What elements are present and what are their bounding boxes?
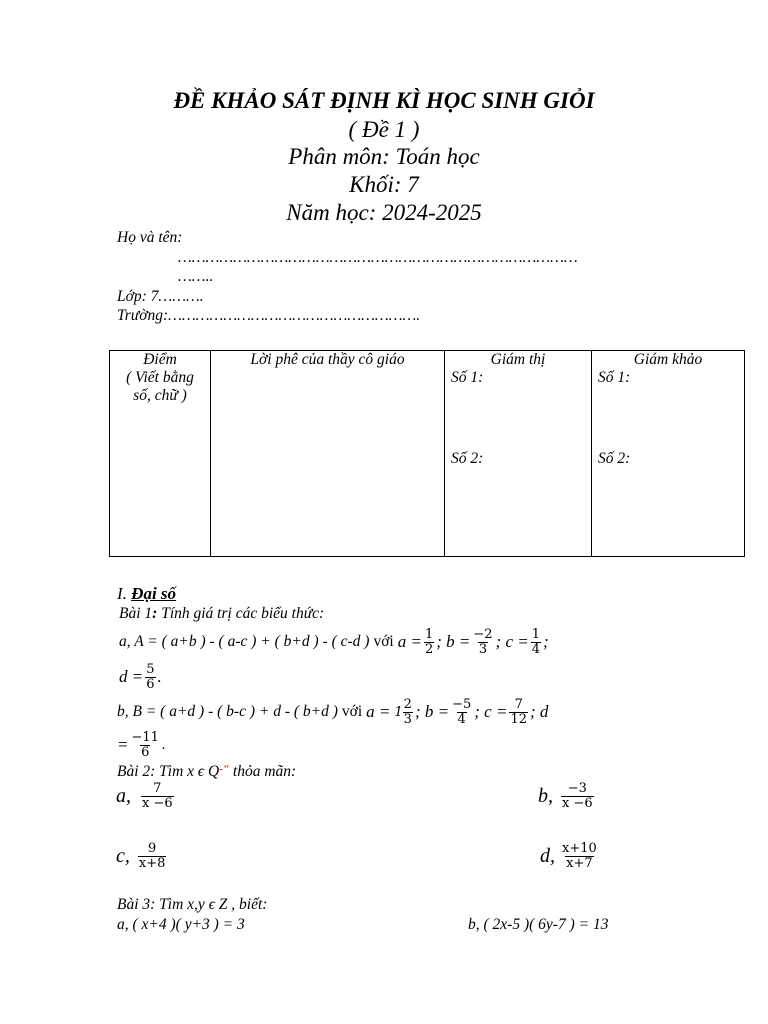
bai2-a xyxy=(116,782,176,811)
bai2-c-num: 9 xyxy=(148,841,157,856)
bai2-d xyxy=(540,842,600,871)
name-dots-continued: …….. xyxy=(178,268,214,285)
equals: = xyxy=(117,735,129,754)
frac-a2 xyxy=(403,698,413,727)
period: . xyxy=(157,667,162,686)
examiner-cell xyxy=(592,351,745,557)
section-title: Đại số xyxy=(131,584,177,603)
school-label: Trường:………………………………………………. xyxy=(117,307,421,324)
period-2: . xyxy=(161,736,166,753)
frac-b2 xyxy=(451,698,472,727)
bai2-b-label: b, xyxy=(538,785,553,807)
var-b2: ; b = xyxy=(414,702,450,721)
examiner-header: Giám khảo xyxy=(633,351,703,368)
bai2-text2: thỏa mãn: xyxy=(229,763,297,780)
section-number: I. xyxy=(117,584,132,603)
score-header: Điểm xyxy=(143,351,177,368)
bai2-d-label: d, xyxy=(540,845,555,867)
frac-a2-den: 3 xyxy=(403,711,412,727)
bai1-text: Tính giá trị các biểu thức: xyxy=(157,605,325,622)
bai2-d-frac xyxy=(561,842,598,871)
proctor-so2: Số 2: xyxy=(451,450,484,467)
comment-cell xyxy=(211,351,445,557)
problem-1b xyxy=(117,694,548,730)
bai3-a: a, ( x+4 )( y+3 ) = 3 xyxy=(117,916,245,933)
var-c2: ; c = xyxy=(474,702,508,721)
proctor-cell xyxy=(445,351,592,557)
bai2-d-num: x+10 xyxy=(562,841,597,856)
bai2-a-label: a, xyxy=(116,785,131,807)
problem-1a xyxy=(119,624,549,660)
frac-b-den: 3 xyxy=(478,641,488,657)
score-sub1: ( Viết bằng xyxy=(126,369,194,386)
frac-b-num: −2 xyxy=(473,626,493,642)
bai2-c-den: x+8 xyxy=(138,856,166,871)
expr-a: a, A = ( a+b ) - ( a-c ) + ( b+d ) - ( c-d ) xyxy=(119,633,370,650)
frac-d-num: 5 xyxy=(146,661,155,677)
expr-b: b, B = ( a+d ) - ( b-c ) + d - ( b+d ) xyxy=(117,703,338,720)
frac-c2-num: 7 xyxy=(514,696,523,712)
examiner-so1: Số 1: xyxy=(598,369,631,386)
bai2-c-frac xyxy=(138,842,167,871)
class-label: Lớp: 7………. xyxy=(117,288,204,305)
frac-a xyxy=(424,628,434,657)
name-label: Họ và tên: xyxy=(117,229,183,246)
frac-b2-num: −5 xyxy=(452,696,472,712)
bai1-colon: : xyxy=(152,605,158,622)
frac-c2 xyxy=(509,698,528,727)
exam-number: ( Đề 1 ) xyxy=(348,117,420,142)
proctor-so1: Số 1: xyxy=(451,369,484,386)
problem-1b-d xyxy=(117,728,166,762)
frac-c xyxy=(531,628,541,657)
problem-1a-d xyxy=(119,659,162,695)
bai3-prompt: Bài 3: Tìm x,y ϵ Z , biết: xyxy=(117,896,268,913)
examiner-so2: Số 2: xyxy=(598,450,631,467)
frac-d2-den: 6 xyxy=(141,744,150,760)
bai2-c-label: c, xyxy=(116,845,130,867)
frac-c-den: 4 xyxy=(531,641,541,657)
semicolon: ; xyxy=(543,632,549,651)
grading-table xyxy=(109,350,745,557)
frac-c-num: 1 xyxy=(531,626,541,642)
var-c: ; c = xyxy=(495,632,529,651)
var-a: a = xyxy=(397,632,422,651)
proctor-header: Giám thị xyxy=(490,351,546,368)
bai2-b-num: −3 xyxy=(567,781,587,796)
frac-a-den: 2 xyxy=(424,641,434,657)
var-d2: ; d xyxy=(530,702,549,721)
var-a2: a = xyxy=(366,702,391,721)
bai2-text: Bài 2: Tìm x ϵ Q xyxy=(117,763,220,780)
mixed-whole: 1 xyxy=(394,704,403,720)
frac-b2-den: 4 xyxy=(457,711,466,727)
frac-a2-num: 2 xyxy=(403,696,412,712)
name-dots: …………………………………………………………………………… xyxy=(178,249,578,266)
frac-d xyxy=(145,663,155,692)
score-sub2: số, chữ ) xyxy=(133,387,187,404)
frac-a-num: 1 xyxy=(424,626,434,642)
frac-d2 xyxy=(130,731,159,760)
section-heading xyxy=(117,584,176,604)
bai2-prompt xyxy=(117,763,296,781)
bai2-b xyxy=(538,782,596,811)
bai2-mark: -‘‘ xyxy=(219,763,230,775)
school-year: Năm học: 2024-2025 xyxy=(286,200,482,225)
bai3-b: b, ( 2x-5 )( 6y-7 ) = 13 xyxy=(468,916,609,933)
bai2-a-den: x −6 xyxy=(142,796,173,811)
bai2-b-den: x −6 xyxy=(562,796,593,811)
frac-b xyxy=(472,628,493,657)
frac-d-den: 6 xyxy=(146,676,155,692)
bai2-b-frac xyxy=(561,782,594,811)
var-d: d = xyxy=(119,667,144,686)
bai1-prompt xyxy=(119,605,324,623)
comment-header: Lời phê của thầy cô giáo xyxy=(250,351,405,368)
bai2-c xyxy=(116,842,168,871)
subject: Phân môn: Toán học xyxy=(288,144,480,169)
bai2-d-den: x+7 xyxy=(566,856,593,871)
with-word-2: với xyxy=(341,703,363,720)
frac-c2-den: 12 xyxy=(510,711,527,727)
score-cell xyxy=(110,351,211,557)
frac-d2-num: −11 xyxy=(131,729,159,745)
exam-title: ĐỀ KHẢO SÁT ĐỊNH KÌ HỌC SINH GIỎI xyxy=(173,88,595,113)
bai2-a-frac xyxy=(141,782,174,811)
grade-level: Khối: 7 xyxy=(349,172,419,197)
bai2-a-num: 7 xyxy=(153,781,162,796)
bai1-label: Bài 1 xyxy=(119,605,153,622)
var-b: ; b = xyxy=(436,632,471,651)
with-word: với xyxy=(373,633,394,650)
